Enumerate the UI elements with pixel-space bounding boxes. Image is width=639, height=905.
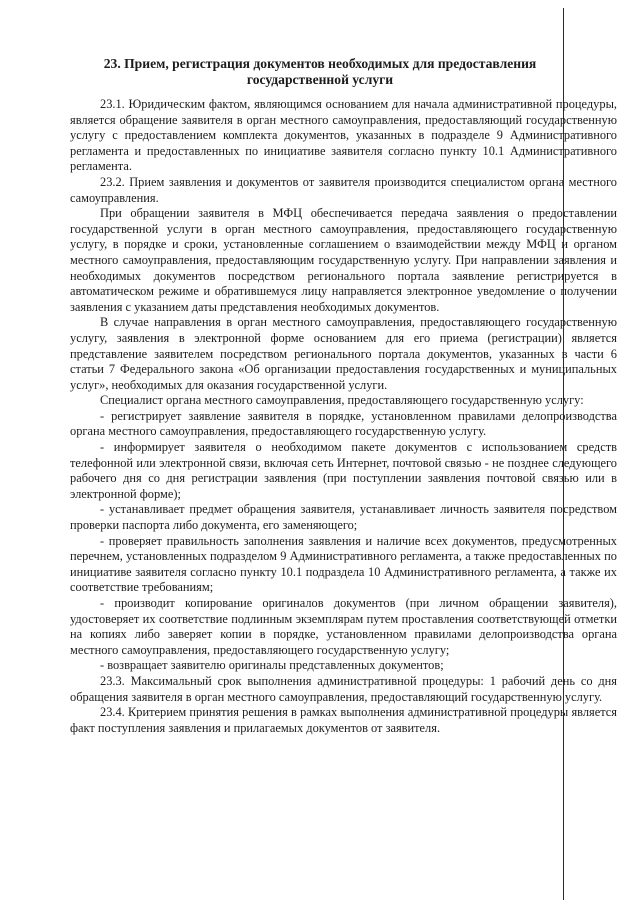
paragraph-23-2: 23.2. Прием заявления и документов от заявителя производится специалистом органа местного самоуправления. [70, 174, 617, 205]
list-item-checks: - проверяет правильность заполнения заявления и наличие всех документов, предусмотренных перечнем, установленных подразделом 9 Административного регламента, а также предоставленных по инициативе заявителя согласно пункту 10.1 подраздела 10 Административного регламента, а также их соответствие требованиям; [70, 533, 617, 595]
paragraph-23-3: 23.3. Максимальный срок выполнения административной процедуры: 1 рабочий день со дня обращения заявителя в орган местного самоуправления, предоставляющий государственную услугу. [70, 673, 617, 704]
list-item-establishes: - устанавливает предмет обращения заявителя, устанавливает личность заявителя посредством проверки паспорта либо документа, его заменяющего; [70, 502, 617, 533]
list-item-registers: - регистрирует заявление заявителя в порядке, установленном правилами делопроизводства органа местного самоуправления, предоставляющего государственную услугу. [70, 408, 617, 439]
section-title: 23. Прием, регистрация документов необходимых для предоставления государственной услуги [103, 56, 537, 87]
paragraph-electronic: В случае направления в орган местного самоуправления, предоставляющего государственную услугу, заявления в электронной форме основанием для его приема (регистрации) является представление заявителем посредством регионального портала документов, указанных в части 6 статьи 7 Федерального закона «Об организации предоставления государственных и муниципальных услуг», необходимых для оказания государственной услуги. [70, 315, 617, 392]
paragraph-23-4: 23.4. Критерием принятия решения в рамках выполнения административной процедуры является факт поступления заявления и прилагаемых документов от заявителя. [70, 705, 617, 735]
list-item-returns: - возвращает заявителю оригиналы представленных документов; [100, 658, 444, 673]
paragraph-23-1: 23.1. Юридическим фактом, являющимся основанием для начала административной процедуры, является обращение заявителя в орган местного самоуправления, предоставляющий государственную услугу с предоставлением комплекта документов, указанных в подразделе 9 Административного регламента и предоставленных по инициативе заявителя согласно пункту 10.1 Административного регламента. [70, 97, 617, 174]
paragraph-mfc: При обращении заявителя в МФЦ обеспечивается передача заявления о предоставлении государственной услуги в орган местного самоуправления, предоставляющего государственную услугу, в порядке и сроки, установленные соглашением о взаимодействии между МФЦ и органом местного самоуправления, предоставляющим государственную услугу. При направлении заявления и необходимых документов посредством регионального портала заявление регистрируется в автоматическом режиме и обратившемуся лицу направляется электронное уведомление о получении заявления с указанием даты представления необходимых документов. [70, 206, 617, 314]
document-body [70, 97, 617, 736]
list-item-copies: - производит копирование оригиналов документов (при личном обращении заявителя), удостоверяет их соответствие подлинным экземплярам путем проставления соответствующей отметки на копиях либо заверяет копии в порядке, установленном правилами делопроизводства органа местного самоуправления, предоставляющего государственную услугу; [70, 596, 617, 657]
list-item-informs: - информирует заявителя о необходимом пакете документов с использованием средств телефонной или электронной связи, включая сеть Интернет, почтовой связью - не позднее следующего рабочего дня со дня регистрации заявления (при поступлении заявления почтовой связью или в электронной форме); [70, 440, 617, 501]
paragraph-specialist: Специалист органа местного самоуправления, предоставляющего государственную услугу: [100, 393, 584, 408]
